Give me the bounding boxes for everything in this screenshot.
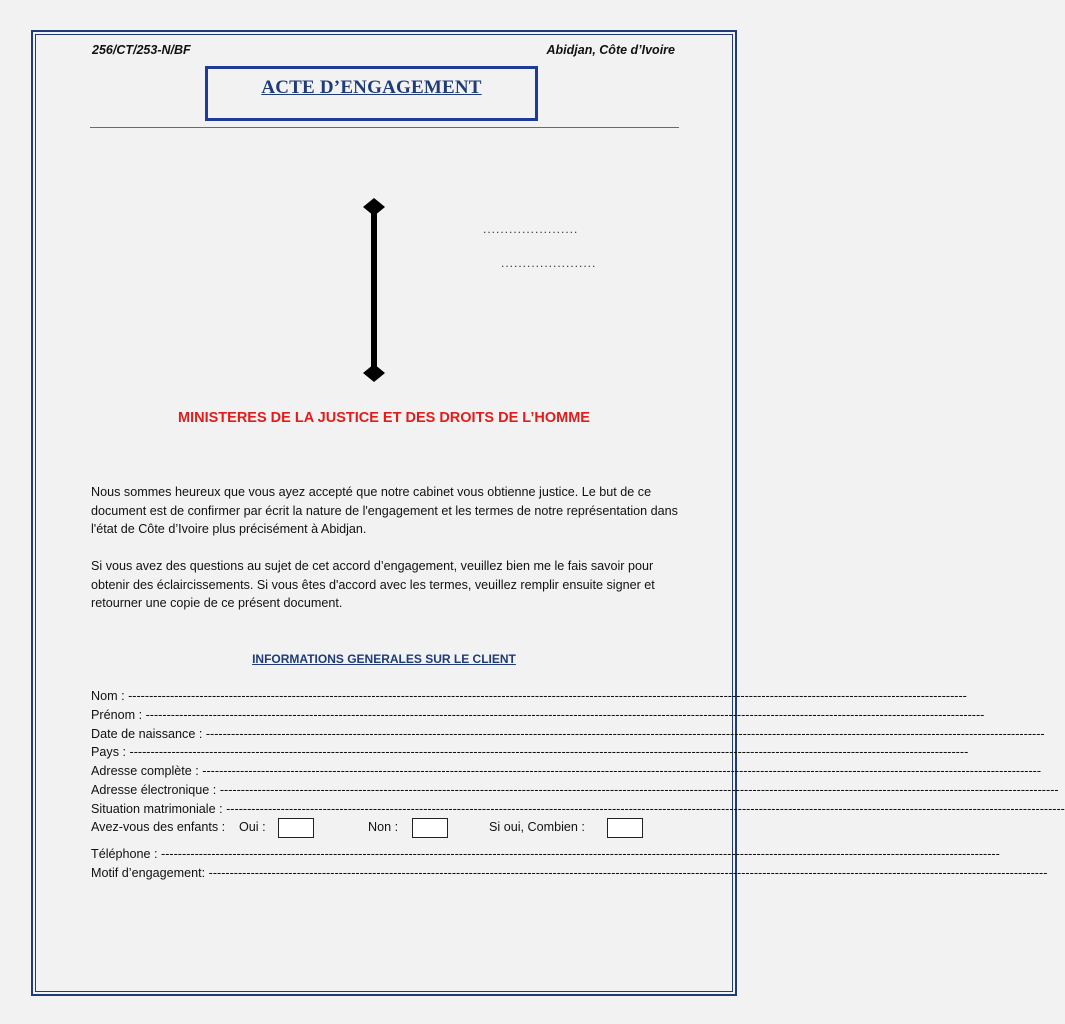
field-label: Nom :: [91, 689, 129, 703]
header-divider: [90, 127, 679, 128]
section-title: INFORMATIONS GENERALES SUR LE CLIENT: [252, 652, 516, 666]
children-label: Avez-vous des enfants :: [91, 820, 226, 834]
non-checkbox[interactable]: [412, 818, 448, 838]
field-pays[interactable]: Pays : --------------------------------------------------------------------------------------------------------------------------------------------------------------------------------------------------------: [91, 745, 969, 759]
field-date-naissance[interactable]: Date de naissance : --------------------------------------------------------------------------------------------------------------------------------------------------------------------------------------------------------: [91, 727, 1045, 741]
field-prenom[interactable]: Prénom : --------------------------------------------------------------------------------------------------------------------------------------------------------------------------------------------------------: [91, 708, 985, 722]
document-reference: 256/CT/253-N/BF: [92, 43, 191, 57]
intro-paragraph: Nous sommes heureux que vous ayez accepté que notre cabinet vous obtienne justice. Le but de ce document est de confirmer par écrit la nature de l'engagement et les termes de notre représentation dans l'état de Côte d’Ivoire plus précisément à Abidjan.: [91, 485, 678, 536]
field-motif[interactable]: Motif d’engagement: --------------------------------------------------------------------------------------------------------------------------------------------------------------------------------------------------------: [91, 866, 1048, 880]
field-nom[interactable]: Nom : --------------------------------------------------------------------------------------------------------------------------------------------------------------------------------------------------------: [91, 689, 967, 703]
double-arrow-icon: [360, 196, 390, 386]
field-label: Pays :: [91, 745, 130, 759]
document-title: ACTE D’ENGAGEMENT: [261, 77, 482, 98]
non-label: Non :: [368, 820, 399, 834]
field-situation[interactable]: Situation matrimoniale : --------------------------------------------------------------------------------------------------------------------------------------------------------------------------------------------------------: [91, 802, 1065, 816]
field-label: Motif d’engagement:: [91, 866, 209, 880]
ministry-heading: MINISTERES DE LA JUSTICE ET DES DROITS DE L’HOMME: [178, 410, 590, 426]
title-box: [205, 66, 538, 121]
placeholder-line-2: ......................: [501, 256, 597, 270]
field-label: Adresse électronique :: [91, 783, 220, 797]
oui-label: Oui :: [239, 820, 266, 834]
field-label: Adresse complète :: [91, 764, 203, 778]
document-place: Abidjan, Côte d’Ivoire: [546, 43, 675, 57]
field-adresse[interactable]: Adresse complète : --------------------------------------------------------------------------------------------------------------------------------------------------------------------------------------------------------: [91, 764, 1042, 778]
field-label: Prénom :: [91, 708, 146, 722]
combien-box[interactable]: [607, 818, 643, 838]
field-label: Date de naissance :: [91, 727, 206, 741]
placeholder-line-1: ......................: [483, 222, 579, 236]
oui-checkbox[interactable]: [278, 818, 314, 838]
field-label: Téléphone :: [91, 847, 162, 861]
combien-label: Si oui, Combien :: [489, 820, 585, 834]
field-telephone[interactable]: Téléphone : --------------------------------------------------------------------------------------------------------------------------------------------------------------------------------------------------------: [91, 847, 1000, 861]
children-row: [91, 820, 691, 842]
questions-paragraph: Si vous avez des questions au sujet de cet accord d’engagement, veuillez bien me le fais savoir pour obtenir des éclaircissements. Si vous êtes d'accord avec les termes, veuillez remplir ensuite signer et retourner une copie de ce présent document.: [91, 559, 655, 610]
field-email[interactable]: Adresse électronique : --------------------------------------------------------------------------------------------------------------------------------------------------------------------------------------------------------: [91, 783, 1059, 797]
field-label: Situation matrimoniale :: [91, 802, 227, 816]
